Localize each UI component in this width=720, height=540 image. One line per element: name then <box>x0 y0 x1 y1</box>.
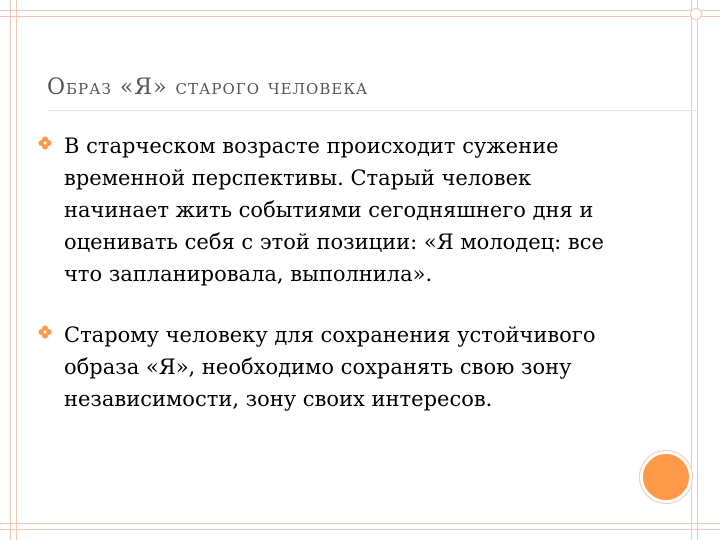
bullet-text-1: В старческом возрасте происходит сужение временной перспективы. Старый человек начинает жить событиями сегодняшнего дня и оценивать себя с этой позиции: «Я молодец: все что запланировала, выполнила». <box>64 134 604 286</box>
frame-line-right <box>697 0 698 540</box>
flower-bullet-icon <box>38 325 52 339</box>
frame-line-left <box>10 0 11 540</box>
frame-line-right-inner <box>691 0 692 540</box>
flower-bullet-icon <box>38 136 52 150</box>
frame-line-top <box>0 10 720 11</box>
bullet-item-2 <box>38 319 678 415</box>
slide-title: Образ «Я» старого человека <box>47 75 369 100</box>
frame-line-left-inner <box>16 0 17 540</box>
frame-corner-circle <box>690 8 702 20</box>
decorative-orange-circle <box>640 451 692 503</box>
frame-line-bottom <box>0 529 720 530</box>
title-divider <box>47 110 697 111</box>
bullet-text-2: Старому человеку для сохранения устойчивого образа «Я», необходимо сохранять свою зону независимости, зону своих интересов. <box>64 323 596 411</box>
bullet-item-1 <box>38 130 678 290</box>
frame-line-top-inner <box>0 16 720 17</box>
frame-line-bottom-inner <box>0 523 720 524</box>
